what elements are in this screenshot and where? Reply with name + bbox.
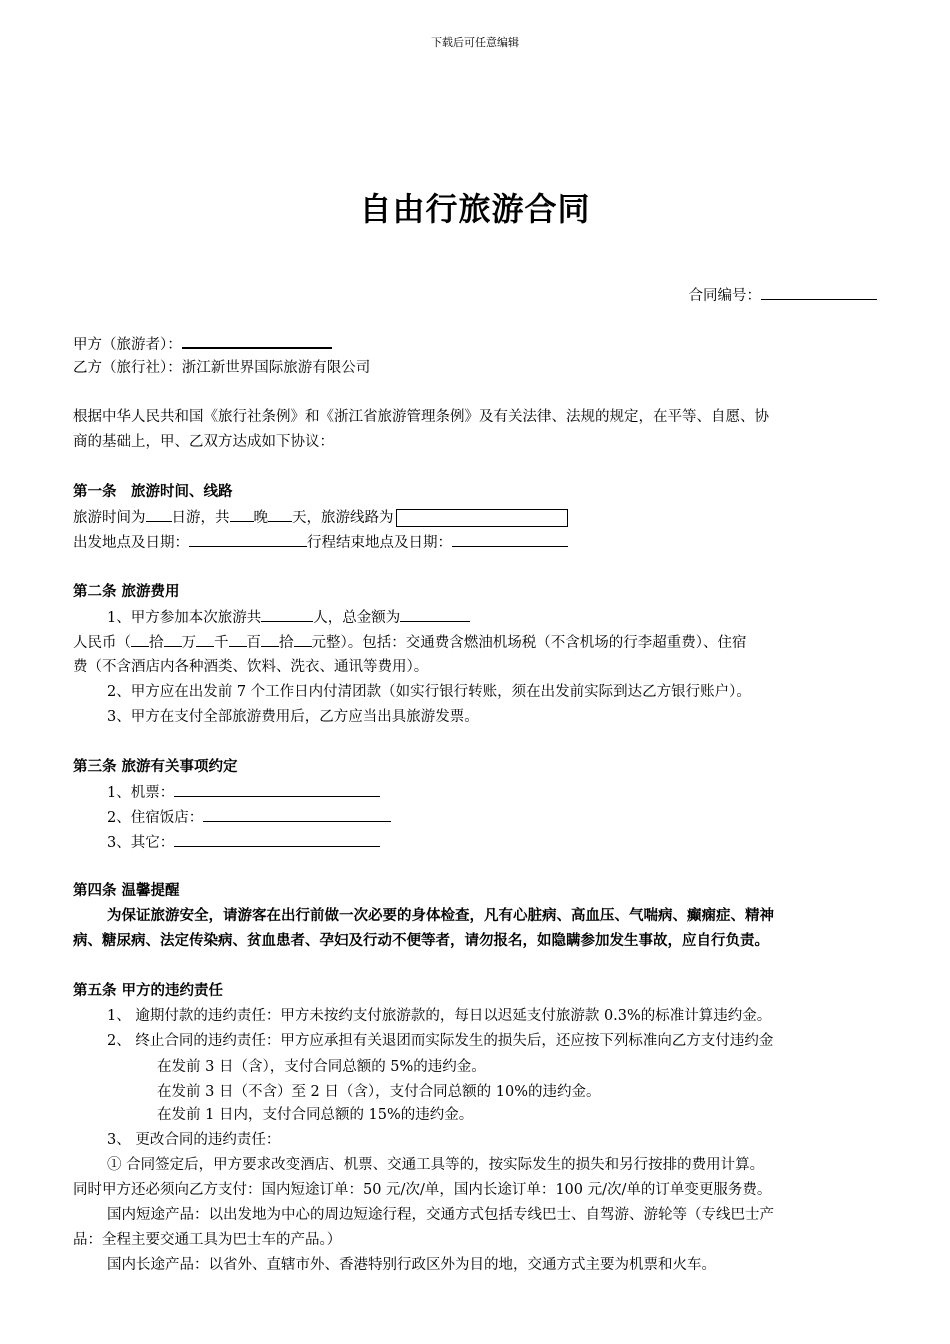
blank[interactable]: [164, 632, 182, 647]
contract-title: 自由行旅游合同: [359, 190, 591, 228]
party-a-label: 甲方（旅游者）：: [73, 337, 182, 353]
text: 行程结束地点及日期：: [307, 535, 452, 551]
text: 出发地点及日期：: [73, 535, 189, 551]
nights-blank[interactable]: [230, 507, 254, 522]
text: 2、住宿饭店：: [107, 810, 204, 826]
article-5-sub-3: 在发前 1 日内，支付合同总额的 15%的违约金。: [157, 1107, 474, 1123]
text: 元整）。包括：交通费含燃油机场税（不含机场的行李超重费）、住宿: [311, 635, 747, 651]
article-5-heading: 第五条 甲方的违约责任: [73, 982, 224, 999]
article-3-item-2: [107, 807, 391, 828]
text: 万: [181, 635, 196, 651]
people-blank[interactable]: [261, 607, 313, 622]
contract-number-blank[interactable]: [761, 285, 877, 300]
article-4-heading: 第四条 温馨提醒: [73, 882, 180, 899]
route-input-box[interactable]: [396, 509, 568, 527]
ticket-blank[interactable]: [174, 782, 380, 797]
contract-number-label: 合同编号：: [688, 288, 761, 304]
article-3-item-1: [107, 782, 380, 803]
days-blank[interactable]: [146, 507, 172, 522]
article-1-heading: 第一条 旅游时间、线路: [73, 483, 233, 500]
article-5-para-5a: 国内短途产品：以出发地为中心的周边短途行程，交通方式包括专线巴士、自驾游、游轮等（专线巴士产: [107, 1207, 774, 1223]
text: 人，总金额为: [313, 610, 401, 626]
text: 拾: [279, 635, 294, 651]
days-total-blank[interactable]: [268, 507, 292, 522]
text: 天，旅游线路为: [292, 510, 394, 526]
text: 拾: [149, 635, 164, 651]
text: 3、其它：: [107, 835, 175, 851]
blank[interactable]: [261, 632, 279, 647]
article-2-rmb-line: [73, 632, 747, 653]
article-5-item-1: 1、 逾期付款的违约责任：甲方未按约支付旅游款的，每日以迟延支付旅游款 0.3%的标准计算违约金。: [107, 1008, 772, 1024]
text: 人民币（: [73, 635, 131, 651]
blank[interactable]: [196, 632, 214, 647]
text: 1、甲方参加本次旅游共: [107, 610, 262, 626]
preamble-line-2: 商的基础上，甲、乙双方达成如下协议：: [73, 434, 334, 450]
article-5-sub-1: 在发前 3 日（含），支付合同总额的 5%的违约金。: [157, 1059, 486, 1075]
article-5-para-5b: 品：全程主要交通工具为巴士车的产品。）: [73, 1232, 342, 1248]
party-a-blank[interactable]: [182, 333, 332, 349]
article-3-item-3: [107, 832, 380, 853]
article-2-item-1: [107, 607, 470, 628]
article-2-heading: 第二条 旅游费用: [73, 583, 180, 600]
text: 晚: [253, 510, 268, 526]
article-5-para-4b: 同时甲方还必须向乙方支付：国内短途订单：50 元/次/单，国内长途订单：100 元/次/单的订单变更服务费。: [73, 1182, 772, 1198]
other-blank[interactable]: [174, 832, 380, 847]
preamble-line-1: 根据中华人民共和国《旅行社条例》和《浙江省旅游管理条例》及有关法律、法规的规定，在平等、自愿、协: [73, 409, 769, 425]
article-2-item-2: 2、甲方应在出发前 7 个工作日内付清团款（如实行银行转账，须在出发前实际到达乙方银行账户）。: [107, 684, 751, 700]
header-note: 下载后可任意编辑: [431, 36, 519, 49]
amount-blank[interactable]: [400, 607, 470, 622]
article-5-sub-2: 在发前 3 日（不含）至 2 日（含），支付合同总额的 10%的违约金。: [157, 1084, 601, 1100]
article-1-line-1: [73, 507, 568, 528]
article-5-para-4a: ① 合同签定后，甲方要求改变酒店、机票、交通工具等的，按实际发生的损失和另行按排的费用计算。: [107, 1157, 765, 1173]
hotel-blank[interactable]: [203, 807, 391, 822]
contract-number: [689, 284, 878, 305]
party-b: 乙方（旅行社）：浙江新世界国际旅游有限公司: [73, 360, 371, 376]
article-4-line-2: 病、糖尿病、法定传染病、贫血患者、孕妇及行动不便等者，请勿报名，如隐瞒参加发生事故，应自行负责。: [73, 932, 769, 949]
article-5-para-6: 国内长途产品：以省外、直辖市外、香港特别行政区外为目的地，交通方式主要为机票和火车。: [107, 1257, 716, 1273]
end-blank[interactable]: [452, 532, 568, 547]
article-3-heading: 第三条 旅游有关事项约定: [73, 758, 238, 775]
text: 千: [214, 635, 229, 651]
party-a: [73, 333, 332, 355]
text: 旅游时间为: [73, 510, 146, 526]
blank[interactable]: [229, 632, 247, 647]
article-4-line-1: 为保证旅游安全，请游客在出行前做一次必要的身体检查，凡有心脏病、高血压、气喘病、癫痫症、精神: [107, 907, 774, 924]
article-5-item-3: 3、 更改合同的违约责任：: [107, 1132, 281, 1148]
article-2-line-3: 费（不含酒店内各种酒类、饮料、洗衣、通讯等费用）。: [73, 659, 429, 675]
text: 日游，共: [171, 510, 230, 526]
blank[interactable]: [131, 632, 149, 647]
departure-blank[interactable]: [189, 532, 307, 547]
text: 百: [246, 635, 261, 651]
text: 1、机票：: [107, 785, 175, 801]
article-1-line-2: [73, 532, 568, 553]
article-2-item-3: 3、甲方在支付全部旅游费用后，乙方应当出具旅游发票。: [107, 709, 479, 725]
article-5-item-2: 2、 终止合同的违约责任：甲方应承担有关退团而实际发生的损失后，还应按下列标准向乙方支付违约金: [107, 1033, 774, 1049]
blank[interactable]: [294, 632, 312, 647]
